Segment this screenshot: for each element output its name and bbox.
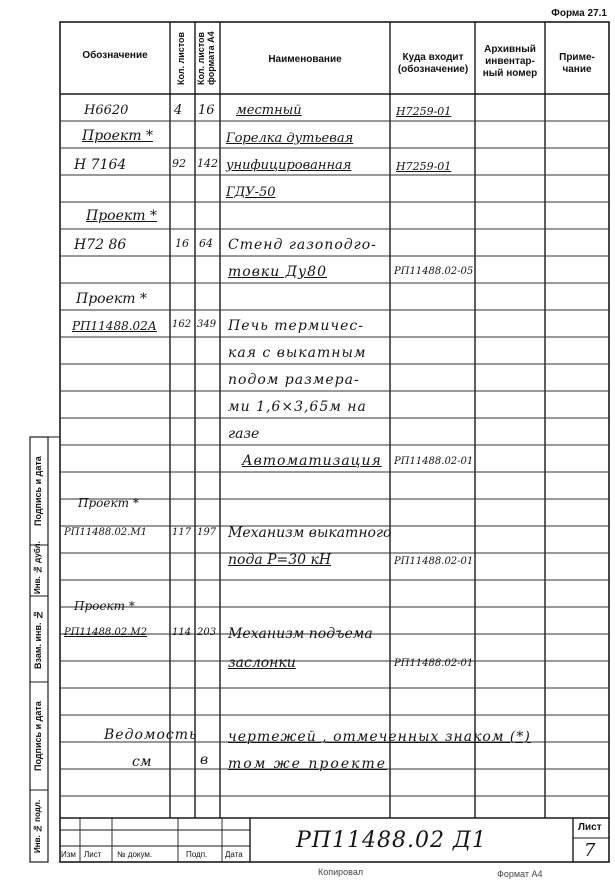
row-sheets: 4 [174,103,183,118]
row-name: Механизм подъема [228,626,373,642]
row-designation: РП11488.02.М2 [64,627,147,638]
header-designation: Обозначение [82,50,148,61]
row-name: Автоматизация [242,453,382,469]
row-where: Н7259-01 [396,105,452,118]
row-where: РП11488.02-05 [394,266,474,277]
row-where: Н7259-01 [396,160,452,173]
row-a4: 197 [197,527,217,538]
row-where: РП11488.02-01 [394,556,474,567]
row-name: Печь термичес- [228,318,364,334]
row-designation: Проект * [76,291,147,307]
header-name: Наименование [268,54,342,65]
row-designation: Н 7164 [74,157,127,173]
header-archive: Архивный инвентар-ный номер [482,44,538,79]
row-designation: Проект * [78,496,139,510]
row-name: унифицированная [226,158,352,173]
side-sign-date-1: Подпись и дата [33,456,43,526]
row-where: РП11488.02-01 [394,456,474,467]
row-where: РП11488.02-01 [394,658,474,669]
note-line2-b: в [200,752,209,768]
note-line1-a: Ведомость [104,727,198,743]
row-sheets: 114 [172,627,192,638]
row-name: ми 1,6×3,65м на [228,399,367,415]
side-orig-inv: Инв. № подл. [33,799,42,853]
tb-col-doc: № докум. [117,850,153,859]
row-name: газе [228,426,260,442]
note-line2-a: см [132,754,152,770]
row-a4: 64 [199,237,213,250]
row-designation: Проект * [82,128,153,144]
footer-copied: Копировал [318,867,364,877]
row-designation: РП11488.02.М1 [64,527,147,538]
row-a4: 349 [197,319,217,330]
row-name: кая с выкатным [228,345,367,361]
sheet-number: 7 [584,840,596,861]
row-designation: Проект * [74,599,135,613]
row-name: заслонки [228,655,296,671]
row-name: местный [236,103,302,118]
tb-col-list: Лист [84,850,102,859]
sheet-label: Лист [578,822,602,833]
row-name: ГДУ-50 [226,185,276,200]
header-sheet-count: Кол. листов [176,31,186,85]
tb-col-sign: Подп. [186,850,208,859]
tb-col-date: Дата [225,850,243,859]
row-name: Горелка дутьевая [226,131,354,146]
row-designation: Н72 86 [74,237,127,253]
row-a4: 142 [197,157,218,170]
row-designation: Н6620 [84,103,129,118]
document-designation: РП11488.02 Д1 [296,828,487,853]
row-name: Стенд газоподго- [228,237,377,253]
row-name: пода Р=30 кН [228,552,332,568]
header-where-used: Куда входит (обозначение) [397,52,469,75]
note-line2-c: том же проекте [228,756,388,772]
row-designation: РП11488.02А [72,319,157,333]
footer-format: Формат А4 [497,869,543,879]
row-sheets: 16 [175,237,189,250]
row-a4: 203 [197,627,217,638]
row-a4: 16 [198,103,215,118]
note-line1-b: чертежей , отмеченных знаком (*) [228,729,531,745]
row-designation: Проект * [86,208,157,224]
row-sheets: 162 [172,319,192,330]
row-name: подом размера- [228,372,360,388]
header-note: Приме-чание [559,52,595,75]
row-name: Механизм выкатного [228,525,392,541]
row-sheets: 117 [172,527,192,538]
form-label: Форма 27.1 [551,8,607,19]
side-sign-date-2: Подпись и дата [33,701,43,771]
side-replace-inv: Взам. инв. № [33,609,43,669]
row-sheets: 92 [172,157,186,170]
header-a4-count: Кол. листов формата А4 [196,31,216,85]
tb-col-izm: Изм [61,850,76,859]
side-dup-inv: Инв. № дубл. [33,541,42,594]
row-name: товки Ду80 [228,264,327,280]
